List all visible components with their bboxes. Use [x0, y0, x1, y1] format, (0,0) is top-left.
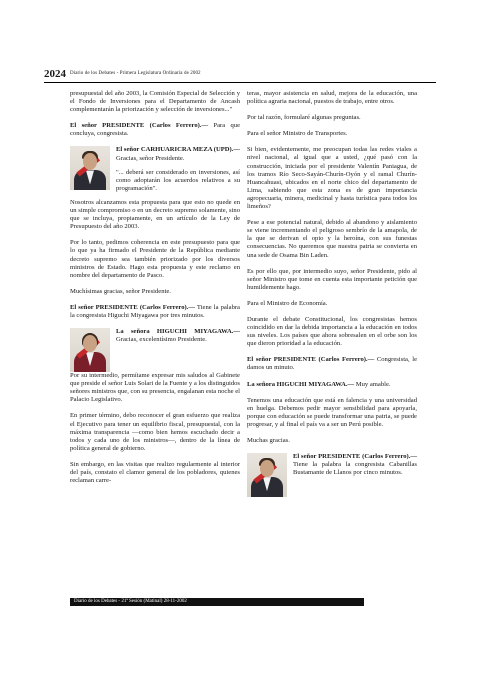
paragraph: [247, 356, 417, 372]
paragraph: Por su intermedio, permítame expresar mis saludos al Gabinete que preside el señor Luis Solari de la Fuente y a los distinguidos señores ministros que, con su presencia, engalanan esta noche el Palacio Legislativo.: [70, 372, 240, 404]
speaker-block: [70, 328, 240, 366]
paragraph: Para el Ministro de Economía.: [247, 299, 328, 307]
speaker-name: El señor PRESIDENTE (Carlos Ferrero).—: [70, 303, 195, 311]
speaker-name: La señora HIGUCHI MIYAGAWA.—: [247, 380, 355, 388]
speech-text: Congresista, le damos un minuto.: [247, 356, 417, 372]
paragraph: Durante el debate Constitucional, los congresistas hemos coincidido en dar la debida importancia a la educación en todos sus niveles. Los países que ahora sobresalen en el orbe son los que dieron prioridad a la educación.: [247, 315, 417, 348]
paragraph: Por tal razón, formularé algunas preguntas.: [247, 114, 361, 122]
paragraph: Para el señor Ministro de Transportes.: [247, 130, 348, 138]
paragraph: En primer término, debo reconocer el gran esfuerzo que realiza el Ejecutivo para tener un equilibrio fiscal, presupuestal, con la máxima transparencia —como bien hemos escuchado decir a todos y cada uno de los ministros—, dentro de la línea de política general de gobierno.: [70, 412, 240, 452]
paragraph: Es por ello que, por intermedio suyo, señor Presidente, pido al señor Ministro que tome en cuenta esta importante petición que humildemente hago.: [247, 267, 417, 291]
speech-text: Gracias, excelentísimo Presidente.: [116, 336, 207, 344]
paragraph: Nosotros alcanzamos esta propuesta para que esto no quede en un simple compromiso o en un decreto supremo solamente, sino que se incluya, propiamente, en un artículo de la Ley de Presupuesto del año 2003.: [70, 198, 240, 231]
right-column: [247, 90, 417, 497]
paragraph: Tenemos una educación que está en falencia y una universidad en huelga. Debemos pedir mayor sensibilidad para apoyarla, porque con educación se puede transformar una patria, se puede progresar, y al final el país va a ser un Perú posible.: [247, 396, 417, 428]
paragraph: [70, 122, 240, 138]
speaker-block: [70, 146, 240, 192]
paragraph: Muchísimas gracias, señor Presidente.: [70, 287, 171, 295]
speech-text: Para que concluya, congresista.: [70, 122, 241, 138]
journal-title: Diario de los Debates - Primera Legislatura Ordinaria de 2002: [70, 71, 201, 76]
paragraph: Si bien, evidentemente, me preocupan todas las redes viales a nivel nacional, al igual que a usted, ¿qué pasó con la construcción, iniciada por el presidente Valentín Paniagua, de los tramos Río Seco-Sayán-Churín-Oyón y el ramal Churín-Huancahuasi, ubicados en el norte chico del departamento de Lima, sabiendo que esta zona es de gran importancia agropecuaria, minera, medicinal y hasta turística para todos los limeños?: [247, 146, 417, 211]
left-column: [70, 90, 240, 493]
page-number: 2024: [44, 68, 66, 80]
speaker-name: El señor PRESIDENTE (Carlos Ferrero).—: [293, 453, 417, 461]
speech-text: Gracias, señor Presidente.: [116, 154, 185, 162]
speaker-photo: [70, 146, 110, 190]
paragraph: [70, 304, 240, 320]
speaker-name: La señora HIGUCHI MIYAGAWA.—: [116, 328, 240, 336]
paragraph: Por lo tanto, pedimos coherencia en este presupuesto para que lo que ya ha firmado el Presidente de la República mediante decreto supremo sea también priorizado por los diversos ministros de Estado. Hago esta propuesta y este reclamo en nombre del departamento de Pasco.: [70, 239, 240, 279]
speaker-name: El señor PRESIDENTE (Carlos Ferrero).—: [70, 122, 209, 130]
paragraph: Sin embargo, en las visitas que realizo regularmente al interior del país, constato el clamor general de los pobladores, quienes reclaman carre-: [70, 460, 240, 485]
paragraph: teras, mayor asistencia en salud, mejora de la educación, una política agraria nacional, puestos de trabajo, entre otros.: [247, 90, 417, 106]
paragraph: "... deberá ser considerado en inversiones, así como adoptarán los acuerdos relativos a su programación".: [116, 168, 240, 192]
speech-text: Tiene la palabra la congresista Cabanillas Bustamante de Llanos por cinco minutos.: [293, 461, 417, 477]
speaker-photo: [247, 453, 287, 497]
paragraph: Pese a ese potencial natural, debido al abandono y aislamiento se viene incrementando el peligroso sembrío de la amapola, de la que se derivan el opio y la heroína, con sus funestas consecuencias. No queremos que nuestra patria se convierta en una sede de Osama Bin Laden.: [247, 219, 417, 259]
speaker-block: [247, 453, 417, 491]
paragraph: Muchas gracias.: [247, 437, 290, 444]
speech-text: Tiene la palabra la congresista Higuchi Miyagawa por tres minutos.: [70, 303, 240, 319]
speaker-photo: [70, 328, 110, 372]
paragraph: [293, 453, 417, 477]
page-footer: Diario de los Debates - 21ª Sesión (Matinal) 28-11-2002: [70, 598, 364, 606]
speaker-name: El señor PRESIDENTE (Carlos Ferrero).—: [247, 356, 375, 364]
page-header: [44, 68, 436, 83]
paragraph: [116, 146, 240, 162]
speech-text: Muy amable.: [355, 380, 391, 388]
paragraph: [247, 381, 417, 389]
paragraph: presupuestal del año 2003, la Comisión Especial de Selección y el Fondo de Inversiones para el Departamento de Ancash complementarán la priorización y selección de inversiones...": [70, 90, 240, 114]
paragraph: [116, 328, 240, 344]
speaker-name: El señor CARHUARICRA MEZA (UPD).—: [116, 146, 240, 154]
